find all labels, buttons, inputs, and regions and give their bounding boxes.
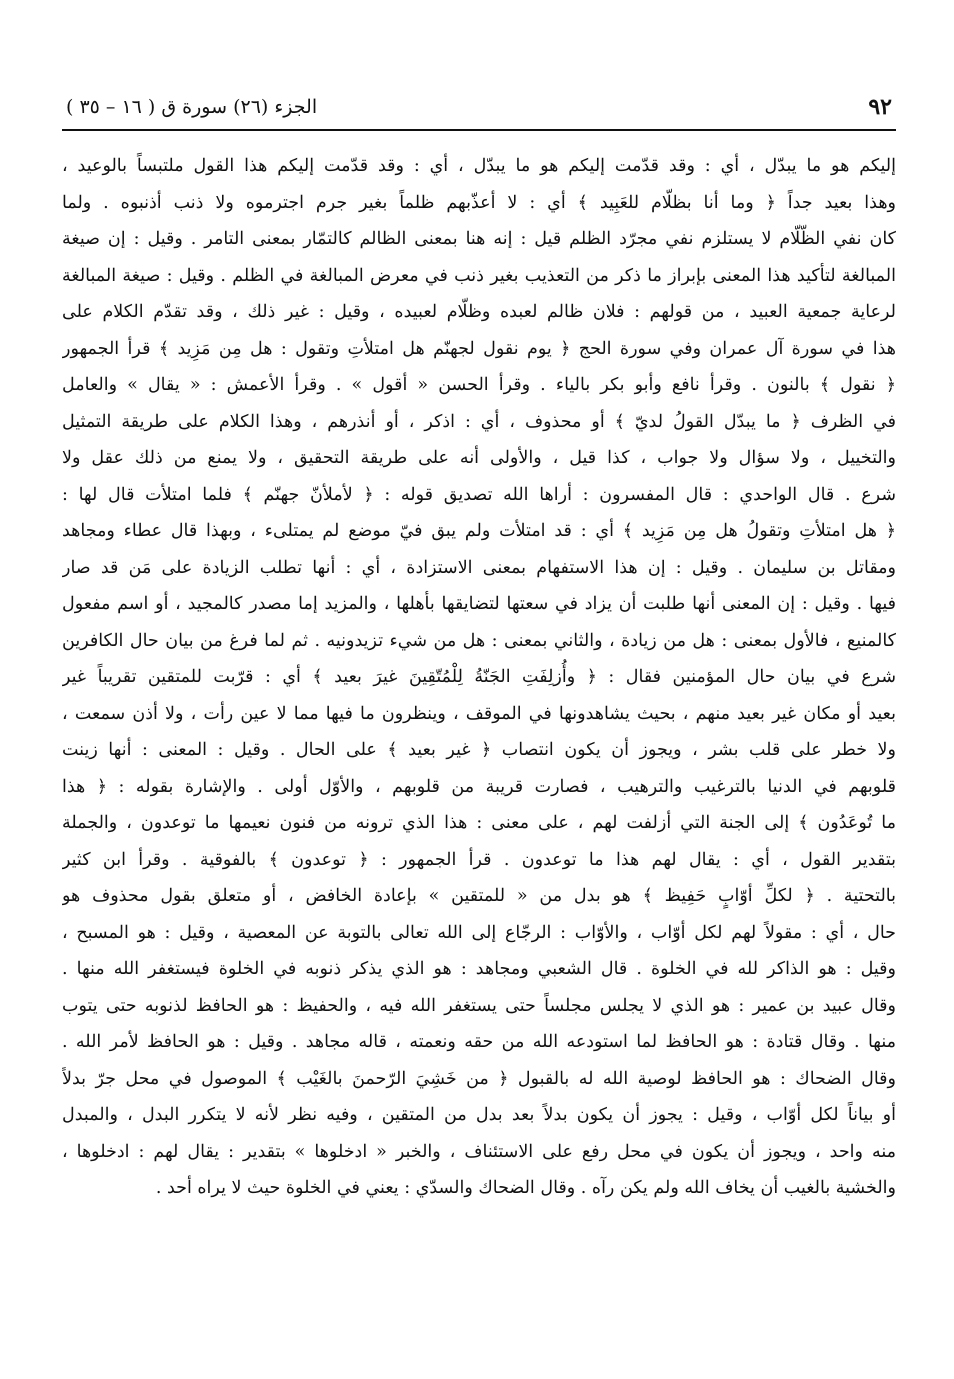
text-line: قلوبهم في الدنيا بالترغيب والترهيب ، فصارت قريبة من قلوبهم ، والأوّل أولى . والإشارة بقوله : ﴿ هذا (62, 776, 896, 797)
text-line: وقال عبيد بن عمير : هو الذي لا يجلس مجلساً حتى يستغفر الله فيه ، والحفيظ : هو الحافظ لذنوبه حتى يتوب (62, 995, 896, 1016)
page-header (62, 92, 896, 126)
text-line: حال ، أي : مقولاً لهم لكل أوّاب ، والأوّاب : الرجّاع إلى الله تعالى بالتوبة عن المعصية ، وقيل : هو المسبح ، (62, 922, 896, 943)
text-line: شرع . قال الواحدي : قال المفسرون : أراها الله تصديق قوله : ﴿ لأملأنّ جهنّم ﴾ فلما امتلأت قال لها : (62, 484, 896, 505)
text-line: في الظرف ﴿ ما يبدّل القولُ لديّ ﴾ أو محذوف ، أي : اذكر ، أو أنذرهم ، وهذا الكلام على طريقة التمثيل (62, 411, 896, 432)
text-line: ما تُوعَدُون ﴾ إلى الجنة التي أزلفت لهم ، على معنى : هذا الذي ترونه من فنون نعيمها ما توعدون ، والجملة (62, 813, 896, 833)
text-line: ﴿ هل امتلأتِ وتقولُ هل مِن مَزِيد ﴾ أي : قد امتلأت ولم يبق فيّ موضع لم يمتلىء ، وبهذا قال عطاء ومجاهد (62, 521, 896, 541)
text-line: فيها . وقيل : إن المعنى أنها طلبت أن يزاد في سعتها لتضايقها بأهلها ، والمزيد إما مصدر كالمجيد ، أو اسم مفعول (62, 594, 896, 614)
text-line: ولا خطر على قلب بشر ، ويجوز أن يكون انتصاب ﴿ غير بعيد ﴾ على الحال . وقيل : المعنى : أنها زينت (62, 740, 896, 760)
page-number: ٩٢ (868, 94, 892, 120)
text-line: كالمنيع ، فالأول بمعنى : هل من زيادة ، والثاني بمعنى : هل من شيء تزيدونيه . ثم لما فرغ من بيان حال الكافرين (62, 630, 896, 651)
text-line: والتخييل ، ولا سؤال ولا جواب ، كذا قيل ، والأولى أنه على طريقة التحقيق ، ولا يمنع من ذلك عقل ولا (62, 448, 896, 468)
text-line: ﴿ نقول ﴾ بالنون . وقرأ نافع وأبو بكر بالياء . وقرأ الحسن « أقول » . وقرأ الأعمش : « يقال » والعامل (62, 375, 896, 395)
text-line: بتقدير القول ، أي : يقال لهم هذا ما توعدون . قرأ الجمهور : ﴿ توعدون ﴾ بالفوقية . وقرأ ابن كثير (62, 849, 896, 870)
text-line: بعيد أو مكان غير بعيد منهم ، بحيث يشاهدونها في الموقف ، وينظرون ما فيها مما لا عين رأت ، ولا أذن سمعت ، (62, 703, 896, 724)
text-line: لرعاية جمعية العبيد ، من قولهم : فلان ظالم لعبده وظلّام لعبيده ، وقيل : غير ذلك ، وقد تقدّم الكلام على (62, 302, 896, 322)
text-line: هذا في سورة آل عمران وفي سورة الحج ﴿ يوم نقول لجهنّم هل امتلأتِ وتقول : هل مِن مَزِيد ﴾ قرأ الجمهور (62, 338, 896, 359)
text-line: ومقاتل بن سليمان . وقيل : إن هذا الاستفهام بمعنى الاستزادة ، أي : أنها تطلب الزيادة على مَن قد صار (62, 557, 896, 578)
text-line: إليكم هو ما يبدّل ، أي : وقد قدّمت إليكم هو ما يبدّل ، أي : وقد قدّمت إليكم هذا القول ملتبساً بالوعيد ، (62, 156, 896, 176)
header-divider (62, 129, 896, 131)
body-text (62, 148, 896, 1207)
text-line: والخشية بالغيب أن يخاف الله ولم يكن رآه . وقال الضحاك والسدّي : يعني في الخلوة حيث لا يراه أحد . (155, 1178, 896, 1198)
text-line: وهذا بعيد جداً ﴿ وما أنا بظلّام للعَبِيد ﴾ أي : لا أعذّبهم ظلماً بغير جرم اجترموه ولا ذنب أذنبوه . ولما (62, 192, 896, 213)
text-line: منه واحد ، ويجوز أن يكون في محل رفع على الاستئناف ، والخبر « ادخلوها » بتقدير : يقال لهم : ادخلوها ، (62, 1141, 896, 1162)
text-line: كان نفي الظّلّام لا يستلزم نفي مجرّد الظلم قيل : إنه هنا بمعنى الظالم كالتمّار بمعنى التامر . وقيل : إن صيغة (62, 229, 896, 249)
text-line: شرع في بيان حال المؤمنين فقال : ﴿ وأُزلِفَتِ الجَنّةُ لِلْمُتّقِينَ غيرَ بعيد ﴾ أي : قرّبت للمتقين تقريباً غير (62, 667, 896, 687)
running-title: الجزء (٢٦) سورة ق ( ١٦ – ٣٥ ) (66, 96, 318, 118)
text-line: وقال الضحاك : هو الحافظ لوصية الله له بالقبول ﴿ من خَشِيَ الرّحمنَ بالغَيْب ﴾ الموصول في محل جرّ بدلاً (62, 1068, 896, 1089)
text-line: بالتحتية . ﴿ لكلِّ أوّابٍ حَفِيظ ﴾ هو بدل من « للمتقين » بإعادة الخافض ، أو متعلق بقول محذوف هو (62, 886, 896, 906)
text-line: المبالغة لتأكيد هذا المعنى بإبراز ما ذكر من التعذيب بغير ذنب في معرض المبالغة في الظلم . وقيل : صيغة المبالغة (62, 265, 896, 286)
text-line: منها . وقال قتادة : هو الحافظ لما استودعه الله من حقه ونعمته ، قاله مجاهد . وقيل : هو الحافظ لأمر الله . (62, 1032, 896, 1052)
text-line: وقيل : هو الذاكر لله في الخلوة . قال الشعبي ومجاهد : هو الذي يذكر ذنوبه في الخلوة فيستغفر الله منها . (62, 959, 896, 979)
text-line: أو بياناً لكل أوّاب ، وقيل : يجوز أن يكون بدلاً بعد بدل من المتقين ، وفيه نظر لأنه لا يتكرر البدل ، والمبدل (62, 1105, 896, 1125)
